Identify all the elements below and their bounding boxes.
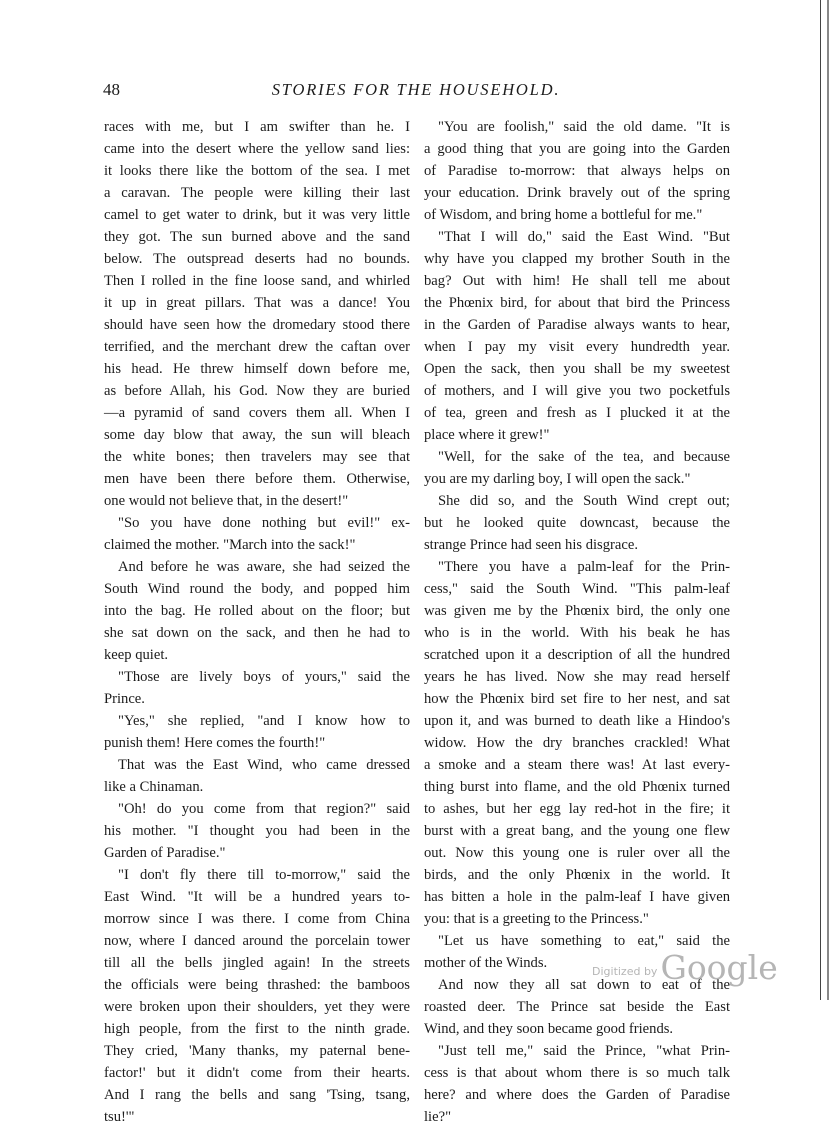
text-line: And before he was aware, she had seized the: [118, 559, 410, 575]
text-line: has bitten a hole in the palm-leaf I have given: [424, 889, 730, 905]
text-line: mother of the Winds.: [424, 955, 548, 971]
text-line: claimed the mother. "March into the sack!": [104, 537, 356, 553]
text-line: here? and where does the Garden of Paradise: [424, 1087, 730, 1103]
text-line: "You are foolish," said the old dame. "It is: [438, 119, 730, 135]
text-line: below. The outspread deserts had no bounds.: [104, 251, 410, 267]
text-line: some day blow that away, the sun will bleach: [104, 427, 410, 443]
running-head: STORIES FOR THE HOUSEHOLD.: [271, 80, 561, 99]
text-line: of Paradise to-morrow: that always helps on: [424, 163, 730, 179]
text-line: came into the desert where the yellow sand lies:: [104, 141, 410, 157]
text-line: That was the East Wind, who came dressed: [118, 757, 410, 773]
text-line: she sat down on the sack, and then he had to: [104, 625, 410, 641]
text-line: of mothers, and I will give you two pocketfuls: [424, 383, 730, 399]
text-line: "Just tell me," said the Prince, "what Prin-: [438, 1043, 730, 1059]
text-line: tsu!'": [104, 1109, 135, 1125]
text-line: scratched upon it a description of all the hundred: [424, 647, 730, 663]
text-line: years he has lived. Now she may read herself: [424, 669, 730, 685]
text-line: now, where I danced around the porcelain tower: [104, 933, 410, 949]
text-line: "Oh! do you come from that region?" said: [118, 801, 410, 817]
text-line: South Wind round the body, and popped him: [104, 581, 410, 597]
text-line: "Well, for the sake of the tea, and because: [438, 449, 730, 465]
text-line: And now they all sat down to eat of the: [438, 977, 730, 993]
text-line: Garden of Paradise.": [104, 845, 226, 861]
left-text-column: [104, 116, 410, 1128]
page-number: 48: [103, 80, 120, 99]
text-line: Wind, and they soon became good friends.: [424, 1021, 674, 1037]
text-line: till all the bells jingled again! In the streets: [104, 955, 410, 971]
text-line: She did so, and the South Wind crept out;: [438, 493, 730, 509]
text-line: his mother. "I thought you had been in the: [104, 823, 410, 839]
text-line: birds, and the only Phœnix in the world. It: [424, 867, 730, 883]
text-line: bag? Out with him! He shall tell me about: [424, 273, 730, 289]
text-line: your education. Drink bravely out of the spring: [424, 185, 730, 201]
text-line: who is in the world. With his beak he has: [424, 625, 730, 641]
text-line: men have been there before them. Otherwise,: [104, 471, 410, 487]
text-line: keep quiet.: [104, 647, 169, 663]
text-line: roasted deer. The Prince sat beside the East: [424, 999, 730, 1015]
text-line: They cried, 'Many thanks, my paternal bene-: [104, 1043, 410, 1059]
text-line: "I don't fly there till to-morrow," said the: [118, 867, 410, 883]
text-line: you are my darling boy, I will open the sack.": [424, 471, 691, 487]
text-line: a smoke and a steam there was! At last every-: [424, 757, 730, 773]
text-line: was given me by the Phœnix bird, the only one: [424, 603, 730, 619]
text-line: how the Phœnix bird set fire to her nest, and sat: [424, 691, 730, 707]
watermark-prefix: Digitized by: [592, 965, 658, 978]
page-edge-shadow: [820, 0, 821, 1000]
text-line: "That I will do," said the East Wind. "But: [438, 229, 730, 245]
text-line: the Phœnix bird, for about that bird the Princess: [424, 295, 730, 311]
text-line: a good thing that you are going into the Garden: [424, 141, 730, 157]
text-line: out. Now this young one is ruler over all the: [424, 845, 730, 861]
text-line: cess is that about whom there is so much talk: [424, 1065, 730, 1081]
text-line: were broken upon their shoulders, yet they were: [104, 999, 410, 1015]
text-line: they got. The sun burned above and the sand: [104, 229, 410, 245]
text-line: races with me, but I am swifter than he. I: [104, 119, 410, 135]
text-line: Open the sack, then you shall be my sweetest: [424, 361, 730, 377]
text-line: "There you have a palm-leaf for the Prin-: [438, 559, 730, 575]
text-line: "Let us have something to eat," said the: [438, 933, 730, 949]
text-line: it up in great pillars. That was a dance! You: [104, 295, 410, 311]
text-line: one would not believe that, in the desert!": [104, 493, 349, 509]
text-line: punish them! Here comes the fourth!": [104, 735, 326, 751]
text-line: "Those are lively boys of yours," said the: [118, 669, 410, 685]
text-line: place where it grew!": [424, 427, 550, 443]
text-line: when I pay my visit every hundredth year.: [424, 339, 730, 355]
text-line: it looks there like the bottom of the sea. I met: [104, 163, 410, 179]
text-line: the white bones; then travelers may see that: [104, 449, 410, 465]
text-line: a caravan. The people were killing their last: [104, 185, 410, 201]
text-line: high people, from the first to the ninth grade.: [104, 1021, 410, 1037]
text-line: cess," said the South Wind. "This palm-leaf: [424, 581, 730, 597]
text-line: should have seen how the dromedary stood there: [104, 317, 410, 333]
text-line: "So you have done nothing but evil!" ex-: [118, 515, 410, 531]
text-line: the officials were being thrashed: the bamboos: [104, 977, 410, 993]
text-line: why have you clapped my brother South in the: [424, 251, 730, 267]
text-line: his head. He threw himself down before me,: [104, 361, 410, 377]
text-line: in the Garden of Paradise always wants to hear,: [424, 317, 730, 333]
text-line: of Wisdom, and bring home a bottleful for me.": [424, 207, 703, 223]
page-header: [0, 80, 832, 104]
text-line: —a pyramid of sand covers them all. When I: [104, 405, 410, 421]
text-line: of tea, green and fresh as I plucked it at the: [424, 405, 730, 421]
text-line: And I rang the bells and sang 'Tsing, tsang,: [104, 1087, 410, 1103]
page-edge-shadow-outer: [827, 0, 829, 1000]
text-line: burst with a great bang, and the young one flew: [424, 823, 730, 839]
text-line: widow. How the dry branches crackled! What: [424, 735, 730, 751]
text-line: East Wind. "It will be a hundred years to-: [104, 889, 410, 905]
text-line: Then I rolled in the fine loose sand, and whirled: [104, 273, 410, 289]
text-line: "Yes," she replied, "and I know how to: [118, 713, 410, 729]
text-line: morrow since I was there. I come from China: [104, 911, 410, 927]
text-line: camel to get water to drink, but it was very little: [104, 207, 410, 223]
text-line: lie?": [424, 1109, 452, 1125]
text-line: upon it, and was burned to death like a Hindoo's: [424, 713, 730, 729]
text-line: terrified, and the merchant drew the caftan over: [104, 339, 410, 355]
google-logo: Google: [660, 948, 778, 987]
text-line: thing burst into flame, and the old Phœnix turned: [424, 779, 730, 795]
text-line: into the bag. He rolled about on the floor; but: [104, 603, 410, 619]
text-line: like a Chinaman.: [104, 779, 204, 795]
text-line: you: that is a greeting to the Princess.": [424, 911, 649, 927]
text-line: to ashes, but her egg lay red-hot in the fire; it: [424, 801, 730, 817]
text-line: Prince.: [104, 691, 145, 707]
digitized-watermark: [592, 948, 778, 987]
text-line: factor!' but it didn't come from their hearts.: [104, 1065, 410, 1081]
text-line: strange Prince had seen his disgrace.: [424, 537, 638, 553]
text-line: as before Allah, his God. Now they are buried: [104, 383, 410, 399]
text-line: but he looked quite downcast, because the: [424, 515, 730, 531]
